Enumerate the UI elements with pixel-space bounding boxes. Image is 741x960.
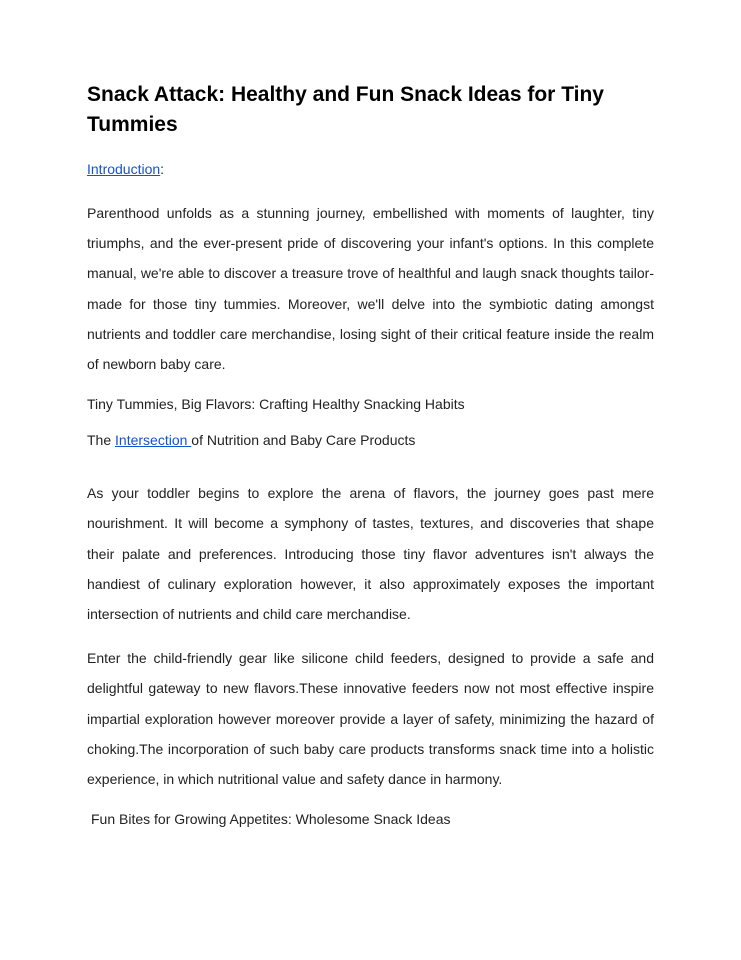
introduction-link[interactable]: Introduction [87, 161, 161, 177]
subheading-2-prefix: The [87, 432, 116, 449]
paragraph-3: Enter the child-friendly gear like silicone child feeders, designed to provide a safe and delightful gateway to new flavors.These innovative feeders now not most effective inspire impartial exploration however moreover provide a layer of safety, minimizing the hazard of choking.The incorporation of such baby care products transforms snack time into a holistic experience, in which nutritional value and safety dance in harmony. [87, 650, 654, 788]
intersection-link[interactable]: Intersection [115, 432, 192, 449]
document-title: Snack Attack: Healthy and Fun Snack Ideas for Tiny Tummies [87, 83, 604, 136]
document-page [87, 80, 654, 830]
intro-line [87, 158, 654, 180]
subheading-3: Fun Bites for Growing Appetites: Wholesome Snack Ideas [91, 811, 451, 828]
paragraph-2: As your toddler begins to explore the arena of flavors, the journey goes past mere nourishment. It will become a symphony of tastes, textures, and discoveries that shape their palate and preferences. Introducing those tiny flavor adventures isn't always the handiest of culinary exploration however, it also approximately exposes the important intersection of nutrients and child care merchandise. [87, 485, 654, 623]
paragraph-1: Parenthood unfolds as a stunning journey, embellished with moments of laughter, tiny triumphs, and the ever-present pride of discovering your infant's options. In this complete manual, we're able to discover a treasure trove of healthful and laugh snack thoughts tailor-made for those tiny tummies. Moreover, we'll delve into the symbiotic dating amongst nutrients and toddler care merchandise, losing sight of their critical feature inside the realm of newborn baby care. [87, 205, 654, 373]
subheading-2-suffix: of Nutrition and Baby Care Products [191, 432, 416, 449]
intro-colon: : [160, 161, 165, 177]
subheading-2 [87, 429, 654, 451]
subheading-1: Tiny Tummies, Big Flavors: Crafting Healthy Snacking Habits [87, 396, 465, 413]
